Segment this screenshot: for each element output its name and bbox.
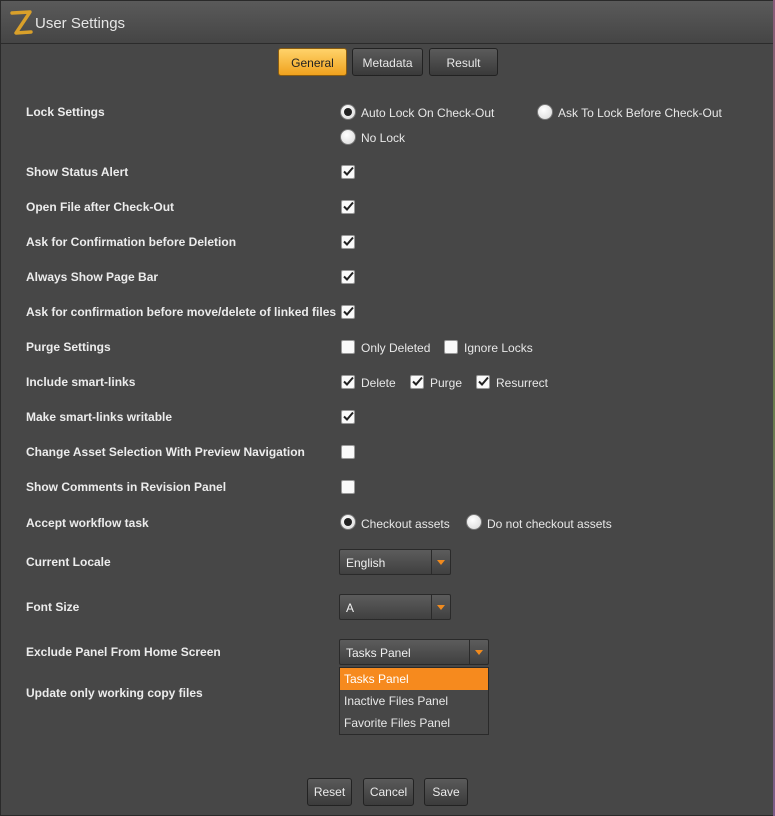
font-size-value: A: [346, 601, 355, 615]
ask-confirm-move-delete-checkbox[interactable]: [341, 305, 355, 319]
chevron-down-icon[interactable]: [431, 550, 450, 574]
open-file-after-checkout-checkbox[interactable]: [341, 200, 355, 214]
radio-no-lock-label: No Lock: [361, 131, 406, 145]
current-locale-label: Current Locale: [26, 555, 111, 569]
show-status-alert-checkbox[interactable]: [341, 165, 355, 179]
radio-do-not-checkout-label: Do not checkout assets: [487, 517, 612, 531]
window-title: User Settings: [35, 15, 126, 32]
app-logo-icon: [9, 9, 33, 37]
only-deleted-checkbox[interactable]: [341, 340, 355, 354]
update-working-copy-label: Update only working copy files: [26, 686, 203, 700]
checkmark-icon: [343, 201, 354, 212]
ignore-locks-label: Ignore Locks: [464, 341, 533, 355]
smart-links-delete-checkbox[interactable]: [341, 375, 355, 389]
radio-ask-to-lock[interactable]: [537, 104, 553, 120]
smart-links-purge-label: Purge: [430, 376, 463, 390]
tab-metadata[interactable]: Metadata: [352, 48, 423, 76]
lock-settings-label: Lock Settings: [26, 105, 105, 119]
include-smart-links-label: Include smart-links: [26, 375, 136, 389]
always-show-page-bar-label: Always Show Page Bar: [26, 270, 159, 284]
show-comments-revision-label: Show Comments in Revision Panel: [26, 480, 227, 494]
current-locale-value: English: [346, 556, 386, 570]
make-smart-links-writable-checkbox[interactable]: [341, 410, 355, 424]
smart-links-resurrect-label: Resurrect: [496, 376, 549, 390]
smart-links-resurrect-checkbox[interactable]: [476, 375, 490, 389]
radio-auto-lock-label: Auto Lock On Check-Out: [361, 106, 495, 120]
checkmark-icon: [412, 376, 423, 387]
dropdown-option-favorite-files-panel[interactable]: Favorite Files Panel: [344, 716, 451, 730]
exclude-panel-select[interactable]: [339, 639, 489, 665]
open-file-after-checkout-label: Open File after Check-Out: [26, 200, 175, 214]
ask-confirm-deletion-checkbox[interactable]: [341, 235, 355, 249]
tab-general[interactable]: General: [278, 48, 347, 76]
only-deleted-label: Only Deleted: [361, 341, 431, 355]
exclude-panel-value: Tasks Panel: [346, 646, 411, 660]
accept-workflow-task-label: Accept workflow task: [26, 516, 149, 530]
font-size-label: Font Size: [26, 600, 80, 614]
smart-links-delete-label: Delete: [361, 376, 396, 390]
make-smart-links-writable-label: Make smart-links writable: [26, 410, 173, 424]
current-locale-select[interactable]: [339, 549, 451, 575]
ask-confirm-deletion-label: Ask for Confirmation before Deletion: [26, 235, 237, 249]
tab-result[interactable]: Result: [429, 48, 498, 76]
checkmark-icon: [343, 306, 354, 317]
checkmark-icon: [343, 376, 354, 387]
dropdown-option-tasks-panel[interactable]: Tasks Panel: [340, 668, 488, 690]
tab-bar: [1, 48, 774, 76]
save-button[interactable]: Save: [424, 778, 468, 806]
show-comments-revision-checkbox[interactable]: [341, 480, 355, 494]
cancel-button[interactable]: Cancel: [363, 778, 414, 806]
dropdown-option-inactive-files-panel[interactable]: Inactive Files Panel: [344, 694, 449, 708]
checkmark-icon: [343, 271, 354, 282]
change-asset-selection-label: Change Asset Selection With Preview Navigation: [26, 445, 305, 459]
always-show-page-bar-checkbox[interactable]: [341, 270, 355, 284]
purge-settings-label: Purge Settings: [26, 340, 111, 354]
smart-links-purge-checkbox[interactable]: [410, 375, 424, 389]
change-asset-selection-checkbox[interactable]: [341, 445, 355, 459]
checkmark-icon: [478, 376, 489, 387]
radio-checkout-assets-label: Checkout assets: [361, 517, 450, 531]
show-status-alert-label: Show Status Alert: [26, 165, 129, 179]
ask-confirm-move-delete-label: Ask for confirmation before move/delete of linked files: [26, 305, 337, 319]
radio-ask-to-lock-label: Ask To Lock Before Check-Out: [558, 106, 722, 120]
exclude-panel-label: Exclude Panel From Home Screen: [26, 645, 221, 659]
exclude-panel-dropdown: [339, 667, 489, 735]
title-bar: [1, 1, 774, 44]
ignore-locks-checkbox[interactable]: [444, 340, 458, 354]
radio-no-lock[interactable]: [340, 129, 356, 145]
radio-auto-lock[interactable]: [340, 104, 356, 120]
checkmark-icon: [343, 166, 354, 177]
reset-button[interactable]: Reset: [307, 778, 352, 806]
radio-checkout-assets[interactable]: [340, 514, 356, 530]
radio-do-not-checkout[interactable]: [466, 514, 482, 530]
checkmark-icon: [343, 411, 354, 422]
checkmark-icon: [343, 236, 354, 247]
chevron-down-icon[interactable]: [469, 640, 488, 664]
font-size-select[interactable]: [339, 594, 451, 620]
chevron-down-icon[interactable]: [431, 595, 450, 619]
